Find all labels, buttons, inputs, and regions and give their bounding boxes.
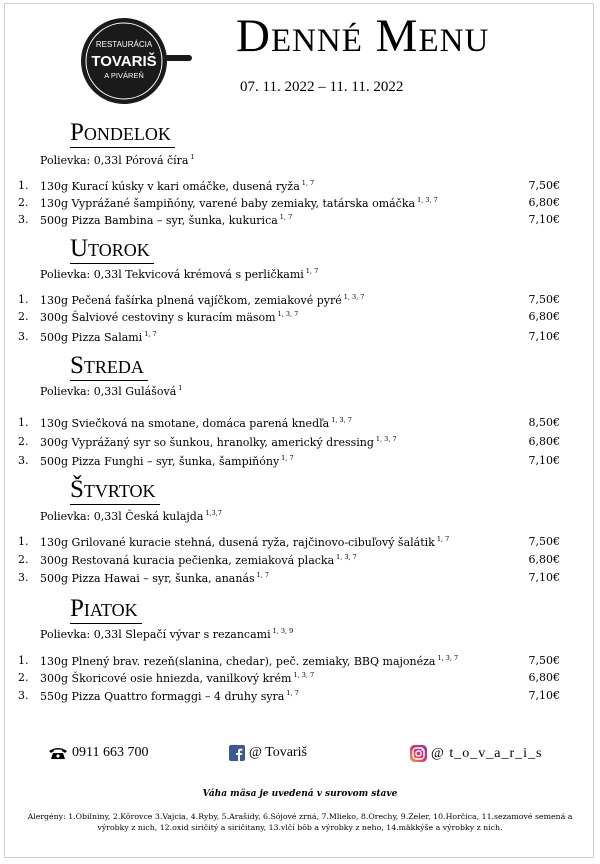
menu-item: 3. 500g Pizza Funghi – syr, šunka, šampiňóny $^{1, 7}$ 7,10€ bbox=[18, 454, 560, 468]
soup-monday: Polievka: 0,33l Pórová číra $^1$ bbox=[40, 153, 195, 167]
instagram-icon bbox=[410, 745, 427, 762]
menu-item: 3. 500g Pizza Bambina – syr, šunka, kukurica $^{1, 7}$ 7,10€ bbox=[18, 213, 560, 227]
facebook-icon bbox=[229, 745, 245, 761]
menu-item: 3. 550g Pizza Quattro formaggi – 4 druhy syra $^{1, 7}$ 7,10€ bbox=[18, 689, 560, 703]
phone-icon bbox=[48, 746, 68, 760]
contact-instagram: @ t_o_v_a_r_i_s bbox=[410, 745, 543, 762]
soup-tuesday: Polievka: 0,33l Tekvicová krémová s perličkami $^{1, 7}$ bbox=[40, 267, 319, 281]
contact-phone: 0911 663 700 bbox=[48, 745, 148, 761]
logo-pan-handle-icon bbox=[164, 52, 194, 64]
day-title-wednesday: Streda bbox=[70, 353, 144, 378]
menu-item: 1. 130g Pečená fašírka plnená vajíčkom, zemiakové pyré $^{1, 3, 7}$ 7,50€ bbox=[18, 293, 560, 307]
contact-facebook: @ Tovariš bbox=[229, 745, 307, 761]
soup-friday: Polievka: 0,33l Slepačí vývar s rezancami $^{1, 3, 9}$ bbox=[40, 627, 294, 641]
menu-item: 2. 300g Restovaná kuracia pečienka, zemiaková placka $^{1, 3, 7}$ 6,80€ bbox=[18, 553, 560, 567]
svg-text:A PIVÁREŇ: A PIVÁREŇ bbox=[104, 71, 144, 80]
menu-item: 1. 130g Grilované kuracie stehná, dusená ryža, rajčinovo-cibuľový šalátik $^{1, 7}$ 7,50€ bbox=[18, 535, 560, 549]
day-title-tuesday: Utorok bbox=[70, 236, 150, 261]
svg-text:RESTAURÁCIA: RESTAURÁCIA bbox=[95, 40, 153, 49]
day-title-monday: Pondelok bbox=[70, 120, 171, 145]
soup-thursday: Polievka: 0,33l Česká kulajda $^{1,3,7}$ bbox=[40, 509, 222, 523]
menu-item: 3. 500g Pizza Salami $^{1, 7}$ 7,10€ bbox=[18, 330, 560, 344]
menu-item: 3. 500g Pizza Hawai – syr, šunka, ananás $^{1, 7}$ 7,10€ bbox=[18, 571, 560, 585]
menu-item: 1. 130g Plnený brav. rezeň(slanina, chedar), peč. zemiaky, BBQ majonéza $^{1, 3, 7}$ 7,50€ bbox=[18, 654, 560, 668]
soup-wednesday: Polievka: 0,33l Gulášová $^1$ bbox=[40, 384, 183, 398]
menu-item: 2. 300g Šalviové cestoviny s kuracím mäsom $^{1, 3, 7}$ 6,80€ bbox=[18, 310, 560, 324]
menu-item: 2. 300g Vyprážaný syr so šunkou, hranolky, americký dressing $^{1, 3, 7}$ 6,80€ bbox=[18, 435, 560, 449]
date-range: 07. 11. 2022 – 11. 11. 2022 bbox=[240, 79, 404, 95]
page-title: Denné Menu bbox=[236, 10, 490, 62]
menu-item: 1. 130g Kurací kúsky v kari omáčke, dusená ryža $^{1, 7}$ 7,50€ bbox=[18, 179, 560, 193]
menu-item: 2. 130g Vyprážané šampiňóny, varené baby zemiaky, tatárska omáčka $^{1, 3, 7}$ 6,80€ bbox=[18, 196, 560, 210]
day-title-friday: Piatok bbox=[70, 596, 138, 621]
svg-text:TOVARIŠ: TOVARIŠ bbox=[91, 53, 157, 70]
day-title-thursday: Štvrtok bbox=[70, 477, 156, 502]
menu-item: 2. 300g Škoricové osie hniezda, vanilkový krém $^{1, 3, 7}$ 6,80€ bbox=[18, 671, 560, 685]
allergen-legend: Alergény: 1.Obilniny, 2.Kôrovce 3.Vajcia, 4.Ryby, 5.Arašidy, 6.Sójové zrná, 7.Mlieko, 8.Orechy, 9.Zeler, 10.Horčica, 11.sezamové semená a výrobky z nich, 12.oxid siričitý a siričitany, 13.vlčí bôb a výrobky z neho, 14.mäkkýše a výrobky z nich. bbox=[27, 812, 573, 833]
weight-note: Váha mäsa je uvedená v surovom stave bbox=[202, 789, 398, 799]
restaurant-logo bbox=[78, 15, 170, 107]
menu-item: 1. 130g Sviečková na smotane, domáca parená knedľa $^{1, 3, 7}$ 8,50€ bbox=[18, 416, 560, 430]
